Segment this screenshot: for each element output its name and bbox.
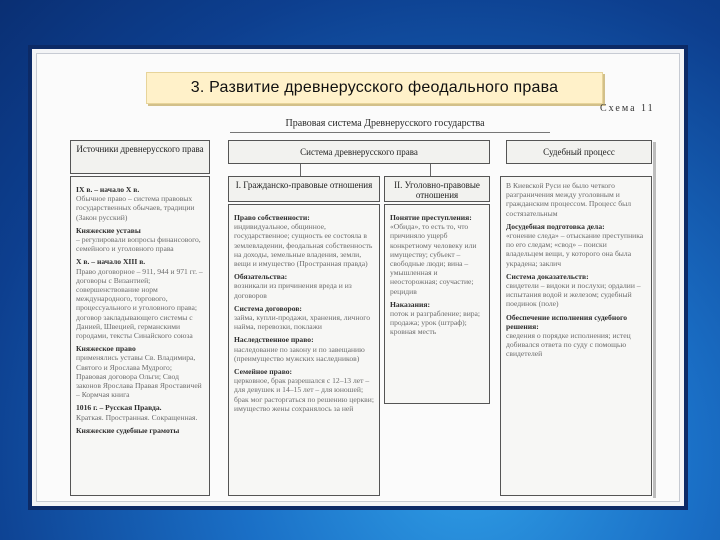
connector-line [300, 164, 301, 176]
document-title: Правовая система Древнерусского государства [285, 118, 485, 129]
criminal-text: поток и разграбление; вира; продажа; урок (штраф); кровная месть [390, 309, 481, 337]
sources-column [70, 176, 210, 496]
civil-text: индивидуальное, общинное, государственное; сущность ее состояла в землевладении, феодальная собственность на доходы, земельные владения, земли, вещи и имущество (Пространная правда) [234, 222, 373, 269]
civil-header: I. Гражданско-правовые отношения [235, 180, 373, 190]
court-title: Досудебная подготовка дела: [506, 221, 605, 231]
slide-title-banner [146, 72, 603, 104]
source-title: Княжеское право [76, 344, 136, 354]
system-header: Система древнерусского права [300, 147, 418, 157]
sources-header: Источники древнерусского права [76, 144, 204, 154]
civil-header-box [228, 176, 380, 202]
slide-title: 3. Развитие древнерусского феодального права [190, 79, 559, 96]
civil-text: возникали из причинения вреда и из договоров [234, 281, 352, 300]
court-text: свидетели – видоки и послухи; ордалии – испытания водой и железом; судебный поединок (поле) [506, 281, 641, 309]
scheme-label: Схема 11 [600, 103, 655, 114]
court-text: сведения о порядке исполнения; истец добивался ответа по суду с помощью свидетелей [506, 331, 631, 359]
court-text: В Киевской Руси не было четкого разграничения между уголовным и гражданским процессом. Процесс был состязательным [506, 181, 632, 218]
court-column [500, 176, 652, 496]
court-title: Обеспечение исполнения судебного решения: [506, 312, 628, 331]
source-text: Обычное право – система правовых государственных обычаев, традиции (Закон русский) [76, 194, 195, 222]
source-text: Право договорное – 911, 944 и 971 гг. – договоры с Византией; совершенствование норм международного, торгового, процессуального и уголовного права; договор закладывающего системы с Данией, Швецией, германскими городами, тексты Синайского союза [76, 266, 203, 341]
civil-column [228, 204, 380, 496]
source-title: 1016 г. – Русская Правда. [76, 403, 162, 413]
source-text: Краткая. Пространная. Сокращенная. [76, 412, 198, 422]
source-title: Княжеские уставы [76, 225, 141, 235]
civil-title: Наследственное право: [234, 335, 314, 345]
criminal-header-box [384, 176, 490, 202]
court-text: «гонение следа» – отыскание преступника по его следам; «свод» – поиски владельцем вещи, у которого она была украдена; заклич [506, 231, 644, 268]
system-header-box [228, 140, 490, 164]
criminal-text: «Обида», то есть то, что причиняло ущерб конкретному человеку или имуществу; субъект – свободные люди; вина – умышленная и неосторожная; соучастие; рецидив [390, 222, 477, 296]
connector-line [430, 164, 431, 176]
civil-text: церковное, брак разрешался с 12–13 лет – для девушек и 14–15 лет – для юношей; брак мог расторгаться по решению церкви; имущество жены сохранялось за ней [234, 376, 374, 413]
criminal-header: II. Уголовно-правовые отношения [394, 180, 480, 200]
sources-header-box [70, 140, 210, 174]
court-header: Судебный процесс [543, 147, 615, 157]
source-text: – регулировали вопросы финансового, семейного и уголовного права [76, 235, 201, 254]
civil-title: Право собственности: [234, 213, 310, 222]
criminal-title: Понятие преступления: [390, 213, 472, 222]
source-text: применялись уставы Св. Владимира, Святого и Ярослава Мудрого; Правовая договора Ольги; Свод законов Ярослава Правая Яроставичей – Кормчая книга [76, 353, 202, 400]
court-header-box [506, 140, 652, 164]
criminal-title: Наказания: [390, 299, 430, 309]
court-title: Система доказательств: [506, 271, 589, 281]
source-title: IX в. – начало X в. [76, 185, 140, 194]
title-rule [230, 132, 550, 133]
scan-shadow [653, 142, 656, 498]
criminal-column [384, 204, 490, 404]
source-title: X в. – начало XIII в. [76, 257, 146, 267]
civil-title: Обязательства: [234, 272, 288, 282]
civil-text: наследование по закону и по завещанию (преимущество мужских наследников) [234, 344, 365, 363]
civil-title: Семейное право: [234, 367, 293, 377]
civil-title: Система договоров: [234, 303, 302, 313]
source-title: Княжеские судебные грамоты [76, 425, 180, 435]
civil-text: займа, купли-продажи, хранения, личного найма, перевозки, поклажи [234, 313, 371, 332]
